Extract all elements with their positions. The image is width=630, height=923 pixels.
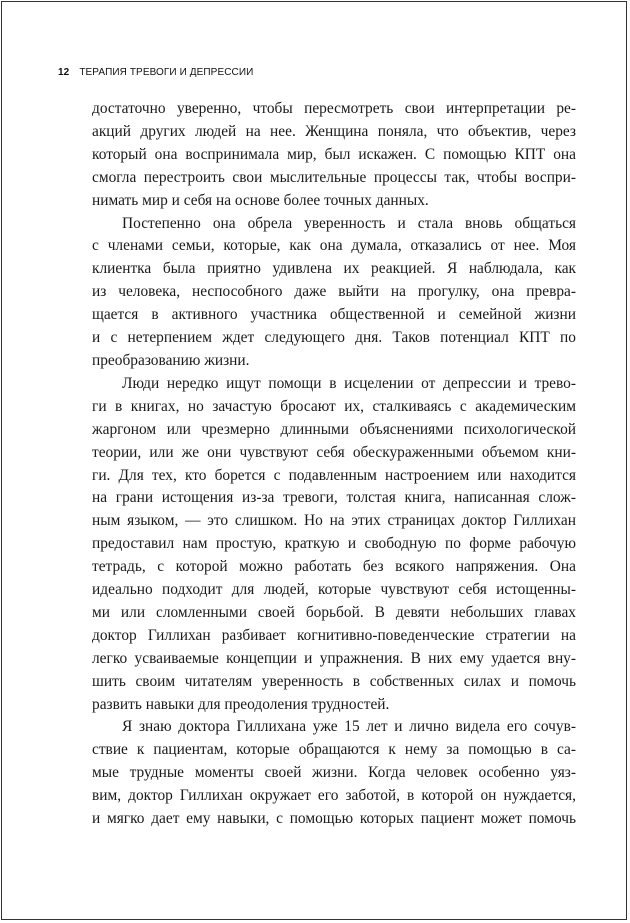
paragraph <box>92 98 576 213</box>
running-header <box>58 65 253 79</box>
text-line: теории, или же они чувствуют себя обескураженными объемом кни- <box>92 443 576 461</box>
text-line: Постепенно она обрела уверенность и стала вновь общаться <box>122 214 576 232</box>
text-line: идеально подходит для людей, которые чувствуют себя истощенны- <box>92 581 576 599</box>
text-line: легко усваиваемые концепции и упражнения. В них ему удается вну- <box>92 649 576 667</box>
text-line: смогла перестроить свои мыслительные процессы так, чтобы воспри- <box>92 168 576 186</box>
text-line: ствие к пациентам, которые обращаются к нему за помощью в са- <box>92 741 576 759</box>
text-line: ным языком, — это слишком. Но на этих страницах доктор Гиллихан <box>92 512 576 530</box>
text-line: акций других людей на нее. Женщина поняла, что объектив, через <box>92 122 576 140</box>
paragraph <box>92 373 576 717</box>
text-line: ги в книгах, но зачастую бросают их, сталкиваясь с академическим <box>92 397 576 415</box>
text-line: развить навыки для преодоления трудностей. <box>92 695 390 713</box>
text-line: который она воспринимала мир, был искажен. С помощью КПТ она <box>92 145 576 163</box>
text-line: тетрадь, с которой можно работать без всякого напряжения. Она <box>92 558 576 576</box>
paragraph <box>92 716 576 831</box>
book-page <box>1 1 627 920</box>
text-line: преобразованию жизни. <box>92 351 250 369</box>
text-line: из человека, неспособного даже выйти на прогулку, она превра- <box>92 283 576 301</box>
text-line: мые трудные моменты своей жизни. Когда человек особенно уяз- <box>92 764 576 782</box>
text-line: ми или сломленными своей борьбой. В девяти небольших главах <box>92 603 576 621</box>
running-title: ТЕРАПИЯ ТРЕВОГИ И ДЕПРЕССИИ <box>79 66 254 78</box>
text-line: клиентка была приятно удивлена их реакцией. Я наблюдала, как <box>92 260 576 278</box>
text-line: и с нетерпением ждет следующего дня. Таков потенциал КПТ по <box>92 329 576 347</box>
text-line: Я знаю доктора Гиллихана уже 15 лет и лично видела его сочув- <box>122 718 576 736</box>
text-line: шить своим читателям уверенность в собственных силах и помочь <box>92 672 576 690</box>
text-line: достаточно уверенно, чтобы пересмотреть свои интерпретации ре- <box>92 100 576 117</box>
paragraph <box>92 213 576 373</box>
text-line: доктор Гиллихан разбивает когнитивно-поведенческие стратегии на <box>92 626 576 644</box>
text-line: нимать мир и себя на основе более точных данных. <box>92 191 429 209</box>
page-number: 12 <box>58 66 70 78</box>
text-line: щается в активного участника общественной и семейной жизни <box>92 306 576 324</box>
text-line: и мягко дает ему навыки, с помощью которых пациент может помочь <box>92 810 576 828</box>
text-line: на грани истощения из-за тревоги, толстая книга, написанная слож- <box>92 489 576 507</box>
text-line: ги. Для тех, кто борется с подавленным настроением или находится <box>92 466 576 484</box>
body-text <box>92 98 576 831</box>
text-line: Люди нередко ищут помощи в исцелении от депрессии и трево- <box>122 374 576 392</box>
text-line: предоставил нам простую, краткую и свободную по форме рабочую <box>92 535 576 553</box>
text-line: жаргоном или чрезмерно длинными объяснениями психологической <box>92 420 576 438</box>
text-line: вим, доктор Гиллихан окружает его заботой, в которой он нуждается, <box>92 787 576 805</box>
text-line: с членами семьи, которые, как она думала, отказались от нее. Моя <box>92 237 576 255</box>
